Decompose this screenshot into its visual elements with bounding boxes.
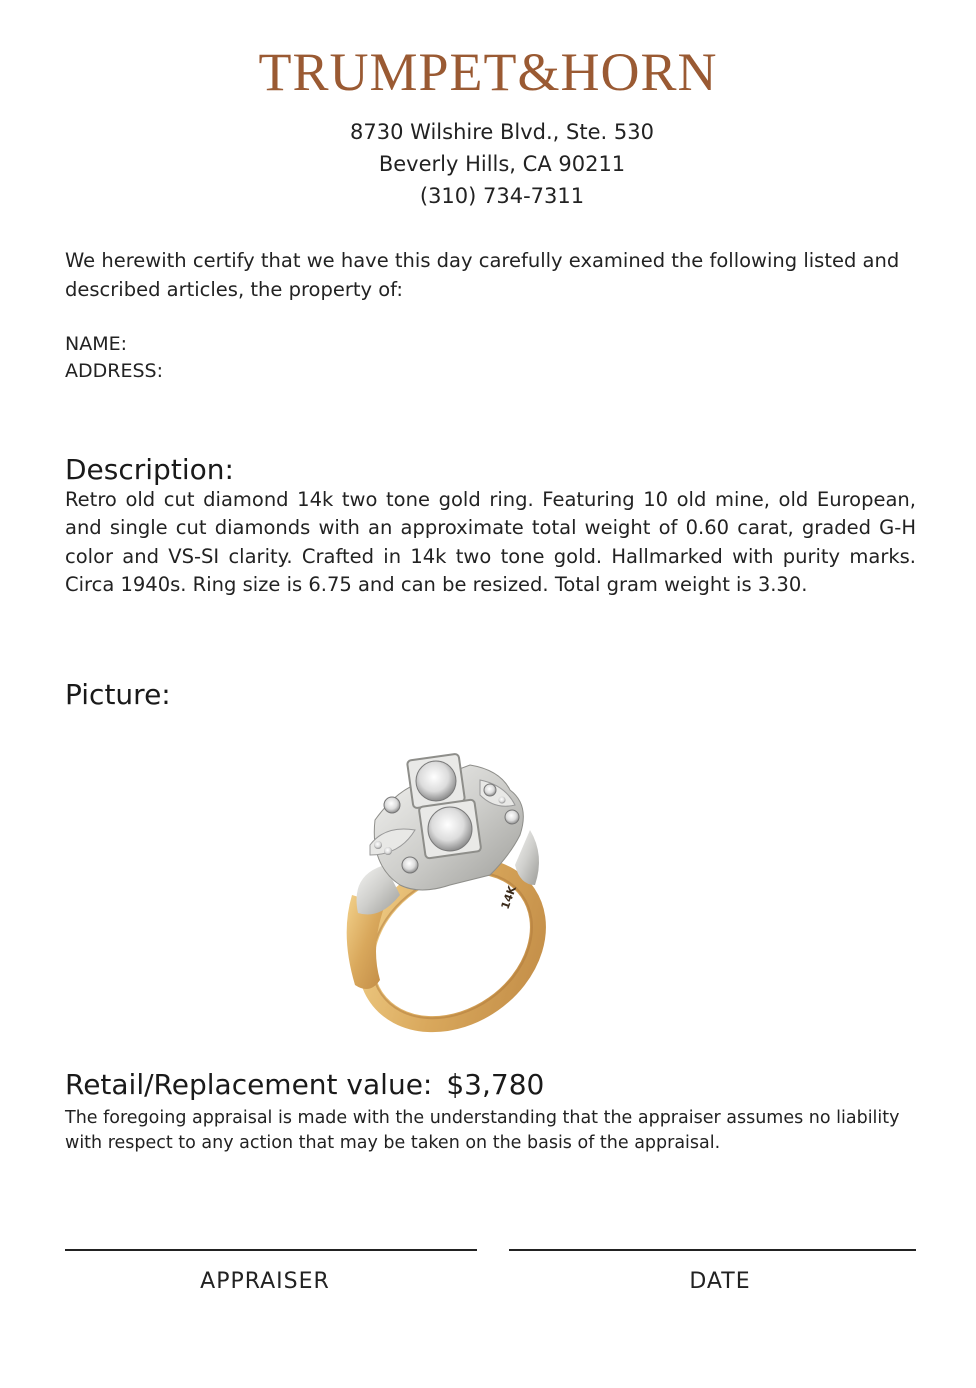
date-label: DATE	[689, 1269, 751, 1294]
address-field-label: ADDRESS:	[65, 360, 163, 382]
address-city: Beverly Hills, CA 90211	[378, 152, 626, 176]
appraiser-label: APPRAISER	[200, 1269, 330, 1294]
company-address	[0, 116, 976, 212]
date-signature-line	[509, 1249, 916, 1251]
description-text: Retro old cut diamond 14k two tone gold ring. Featuring 10 old mine, old European, and single cut diamonds with an approximate total weight of 0.60 carat, graded G-H color and VS-SI clarity. Crafted in 14k two tone gold. Hallmarked with purity marks. Circa 1940s. Ring size is 6.75 and can be resized. Total gram weight is 3.30.	[65, 488, 916, 596]
liability-disclaimer: The foregoing appraisal is made with the understanding that the appraiser assumes no liability with respect to any action that may be taken on the basis of the appraisal.	[65, 1108, 900, 1153]
company-logo: TRUMPET&HORN	[258, 42, 718, 102]
address-phone: (310) 734-7311	[419, 184, 585, 208]
retail-value-label: Retail/Replacement value:	[65, 1068, 433, 1101]
description-heading: Description:	[65, 453, 234, 486]
retail-value	[65, 1068, 544, 1102]
retail-value-amount: $3,780	[446, 1068, 545, 1101]
address-street: 8730 Wilshire Blvd., Ste. 530	[350, 120, 654, 144]
certification-statement: We herewith certify that we have this day carefully examined the following listed and described articles, the property of:	[65, 249, 900, 301]
ring-photo	[330, 745, 570, 1035]
picture-heading: Picture:	[65, 678, 171, 711]
appraiser-signature-line	[65, 1249, 477, 1251]
hallmark-stamp: 14K	[498, 884, 519, 912]
name-field-label: NAME:	[65, 333, 128, 355]
